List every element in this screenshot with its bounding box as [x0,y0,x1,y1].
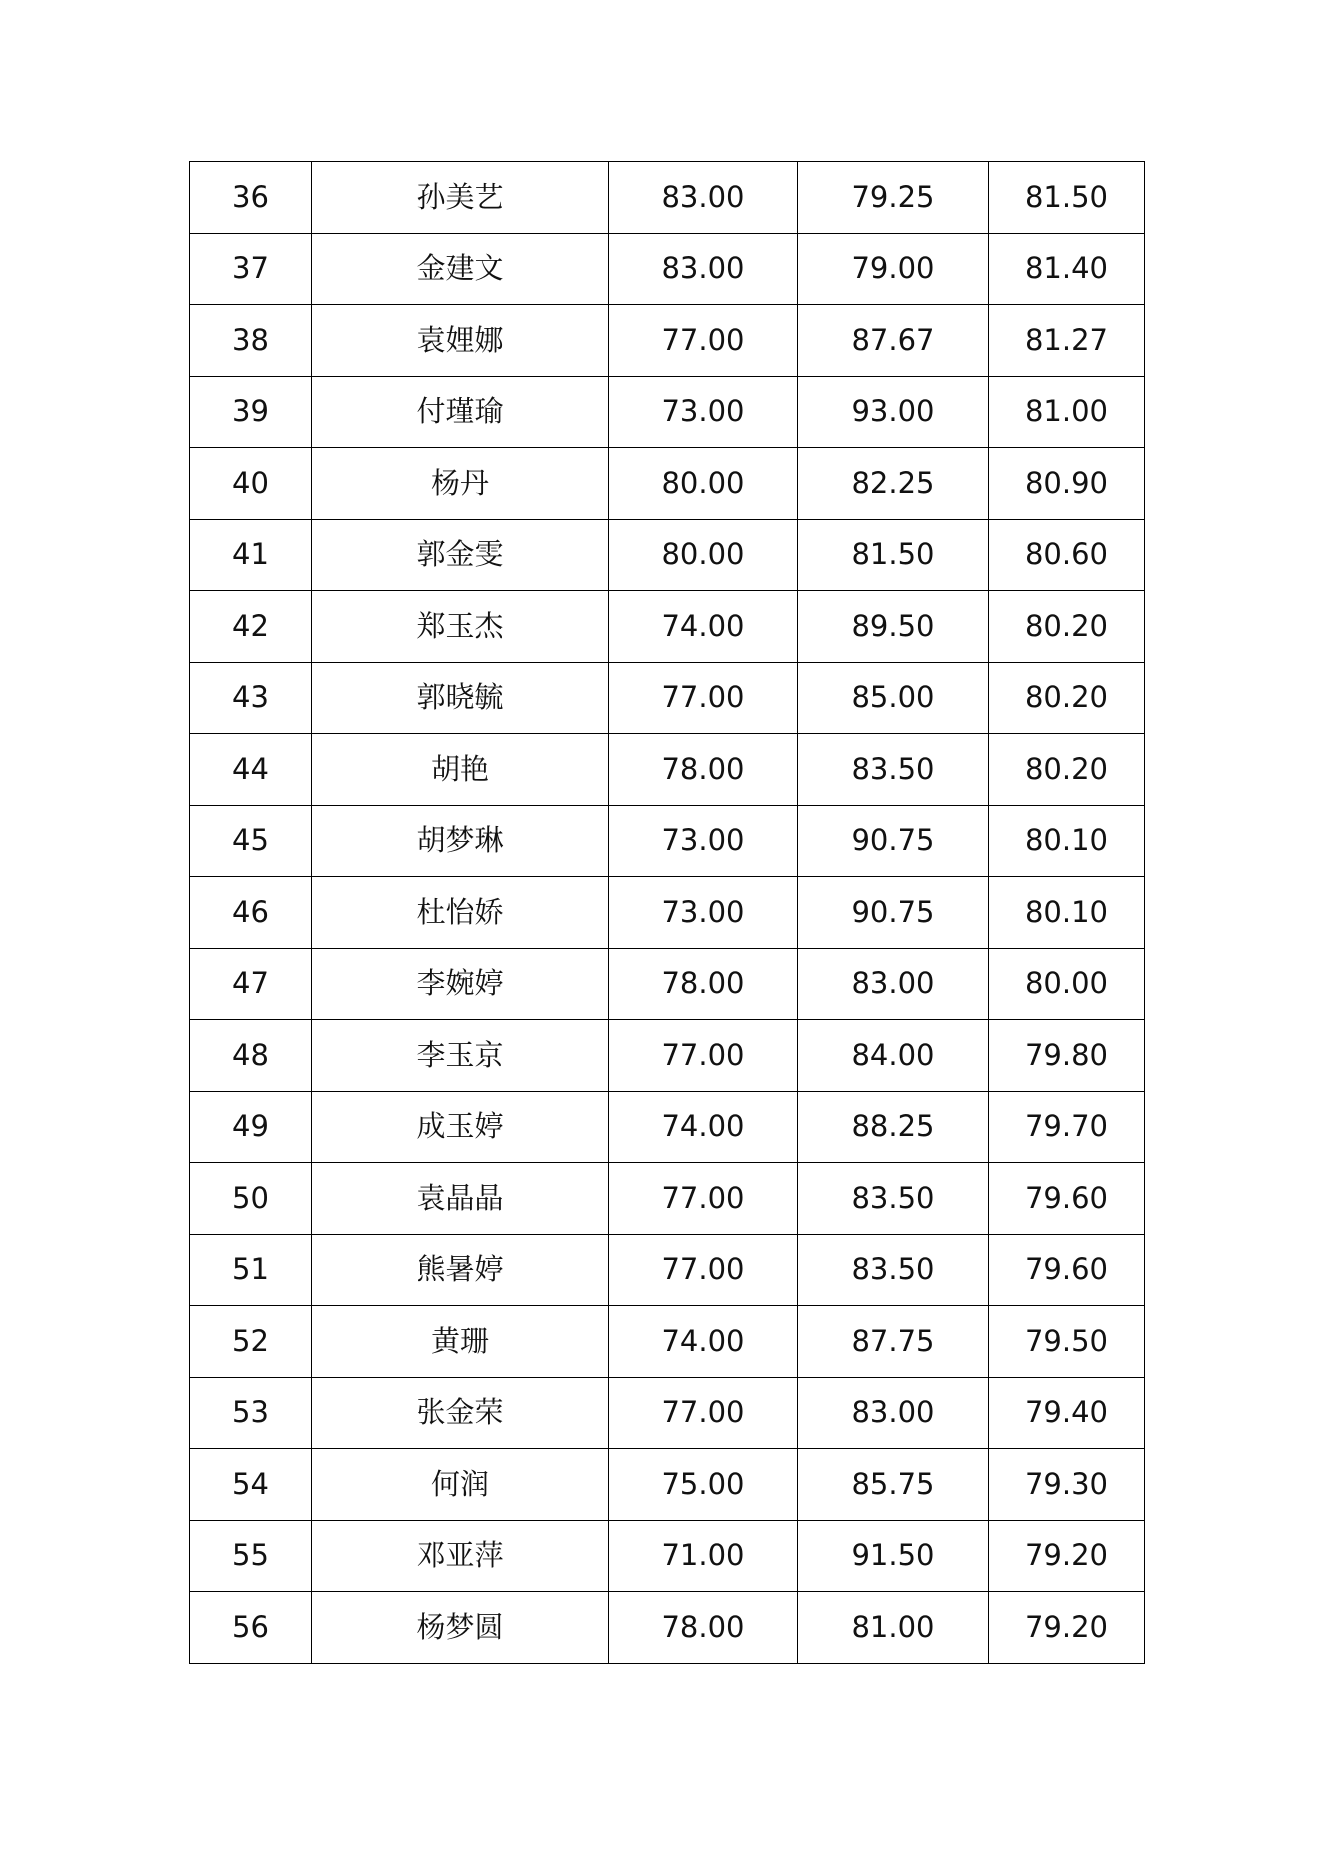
name-cell: 熊暑婷 [312,1234,609,1306]
total-score-cell: 79.60 [989,1163,1145,1235]
score2-cell: 83.50 [798,1234,989,1306]
row-number-cell: 55 [190,1520,312,1592]
score1-cell: 73.00 [609,376,798,448]
table-row [190,877,1145,949]
score1-cell: 75.00 [609,1449,798,1521]
score1-cell: 74.00 [609,1306,798,1378]
name-cell: 李玉京 [312,1020,609,1092]
table-row [190,1377,1145,1449]
total-score-cell: 80.10 [989,877,1145,949]
row-number-cell: 50 [190,1163,312,1235]
score1-cell: 71.00 [609,1520,798,1592]
score1-cell: 83.00 [609,162,798,234]
name-cell: 黄珊 [312,1306,609,1378]
row-number-cell: 51 [190,1234,312,1306]
name-cell: 袁晶晶 [312,1163,609,1235]
name-cell: 金建文 [312,233,609,305]
total-score-cell: 80.10 [989,805,1145,877]
name-cell: 张金荣 [312,1377,609,1449]
score1-cell: 77.00 [609,1020,798,1092]
total-score-cell: 79.20 [989,1592,1145,1664]
row-number-cell: 56 [190,1592,312,1664]
row-number-cell: 41 [190,519,312,591]
table-row [190,305,1145,377]
table-row [190,1592,1145,1664]
table-row [190,734,1145,806]
name-cell: 胡梦琳 [312,805,609,877]
table-row [190,519,1145,591]
table-row [190,1020,1145,1092]
table-row [190,948,1145,1020]
total-score-cell: 80.90 [989,448,1145,520]
table-row [190,1449,1145,1521]
score2-cell: 88.25 [798,1091,989,1163]
score1-cell: 77.00 [609,305,798,377]
total-score-cell: 80.00 [989,948,1145,1020]
score2-cell: 79.00 [798,233,989,305]
total-score-cell: 81.00 [989,376,1145,448]
total-score-cell: 79.60 [989,1234,1145,1306]
score2-cell: 93.00 [798,376,989,448]
score1-cell: 74.00 [609,1091,798,1163]
row-number-cell: 42 [190,591,312,663]
score2-cell: 82.25 [798,448,989,520]
table-row [190,162,1145,234]
row-number-cell: 36 [190,162,312,234]
score1-cell: 78.00 [609,1592,798,1664]
total-score-cell: 79.80 [989,1020,1145,1092]
score1-cell: 80.00 [609,448,798,520]
score1-cell: 83.00 [609,233,798,305]
total-score-cell: 79.30 [989,1449,1145,1521]
name-cell: 杨梦圆 [312,1592,609,1664]
row-number-cell: 46 [190,877,312,949]
name-cell: 袁娌娜 [312,305,609,377]
score1-cell: 77.00 [609,1163,798,1235]
score-table [189,161,1145,1664]
row-number-cell: 44 [190,734,312,806]
row-number-cell: 53 [190,1377,312,1449]
score1-cell: 73.00 [609,877,798,949]
score-table-body [190,162,1145,1664]
score2-cell: 83.00 [798,1377,989,1449]
row-number-cell: 52 [190,1306,312,1378]
name-cell: 付瑾瑜 [312,376,609,448]
total-score-cell: 80.60 [989,519,1145,591]
score2-cell: 83.50 [798,1163,989,1235]
name-cell: 李婉婷 [312,948,609,1020]
row-number-cell: 39 [190,376,312,448]
table-row [190,448,1145,520]
total-score-cell: 79.70 [989,1091,1145,1163]
total-score-cell: 79.40 [989,1377,1145,1449]
name-cell: 胡艳 [312,734,609,806]
score2-cell: 89.50 [798,591,989,663]
name-cell: 郭金雯 [312,519,609,591]
total-score-cell: 79.20 [989,1520,1145,1592]
score2-cell: 81.00 [798,1592,989,1664]
total-score-cell: 81.40 [989,233,1145,305]
table-row [190,376,1145,448]
row-number-cell: 40 [190,448,312,520]
score2-cell: 85.00 [798,662,989,734]
score1-cell: 73.00 [609,805,798,877]
name-cell: 杜怡娇 [312,877,609,949]
name-cell: 孙美艺 [312,162,609,234]
row-number-cell: 54 [190,1449,312,1521]
score1-cell: 77.00 [609,662,798,734]
total-score-cell: 80.20 [989,662,1145,734]
name-cell: 何润 [312,1449,609,1521]
row-number-cell: 47 [190,948,312,1020]
score1-cell: 77.00 [609,1377,798,1449]
score1-cell: 78.00 [609,734,798,806]
name-cell: 郑玉杰 [312,591,609,663]
score2-cell: 85.75 [798,1449,989,1521]
score2-cell: 91.50 [798,1520,989,1592]
score1-cell: 74.00 [609,591,798,663]
row-number-cell: 38 [190,305,312,377]
table-row [190,805,1145,877]
score1-cell: 78.00 [609,948,798,1020]
score1-cell: 80.00 [609,519,798,591]
table-row [190,1234,1145,1306]
total-score-cell: 81.27 [989,305,1145,377]
total-score-cell: 80.20 [989,734,1145,806]
score2-cell: 84.00 [798,1020,989,1092]
score1-cell: 77.00 [609,1234,798,1306]
row-number-cell: 49 [190,1091,312,1163]
table-row [190,233,1145,305]
score2-cell: 87.75 [798,1306,989,1378]
row-number-cell: 45 [190,805,312,877]
table-row [190,662,1145,734]
total-score-cell: 81.50 [989,162,1145,234]
score2-cell: 79.25 [798,162,989,234]
table-row [190,591,1145,663]
name-cell: 邓亚萍 [312,1520,609,1592]
score2-cell: 81.50 [798,519,989,591]
table-row [190,1091,1145,1163]
row-number-cell: 48 [190,1020,312,1092]
table-row [190,1306,1145,1378]
score2-cell: 90.75 [798,805,989,877]
table-row [190,1520,1145,1592]
name-cell: 郭晓毓 [312,662,609,734]
name-cell: 成玉婷 [312,1091,609,1163]
score2-cell: 83.00 [798,948,989,1020]
score2-cell: 87.67 [798,305,989,377]
row-number-cell: 43 [190,662,312,734]
row-number-cell: 37 [190,233,312,305]
total-score-cell: 79.50 [989,1306,1145,1378]
total-score-cell: 80.20 [989,591,1145,663]
score2-cell: 83.50 [798,734,989,806]
name-cell: 杨丹 [312,448,609,520]
table-row [190,1163,1145,1235]
score2-cell: 90.75 [798,877,989,949]
